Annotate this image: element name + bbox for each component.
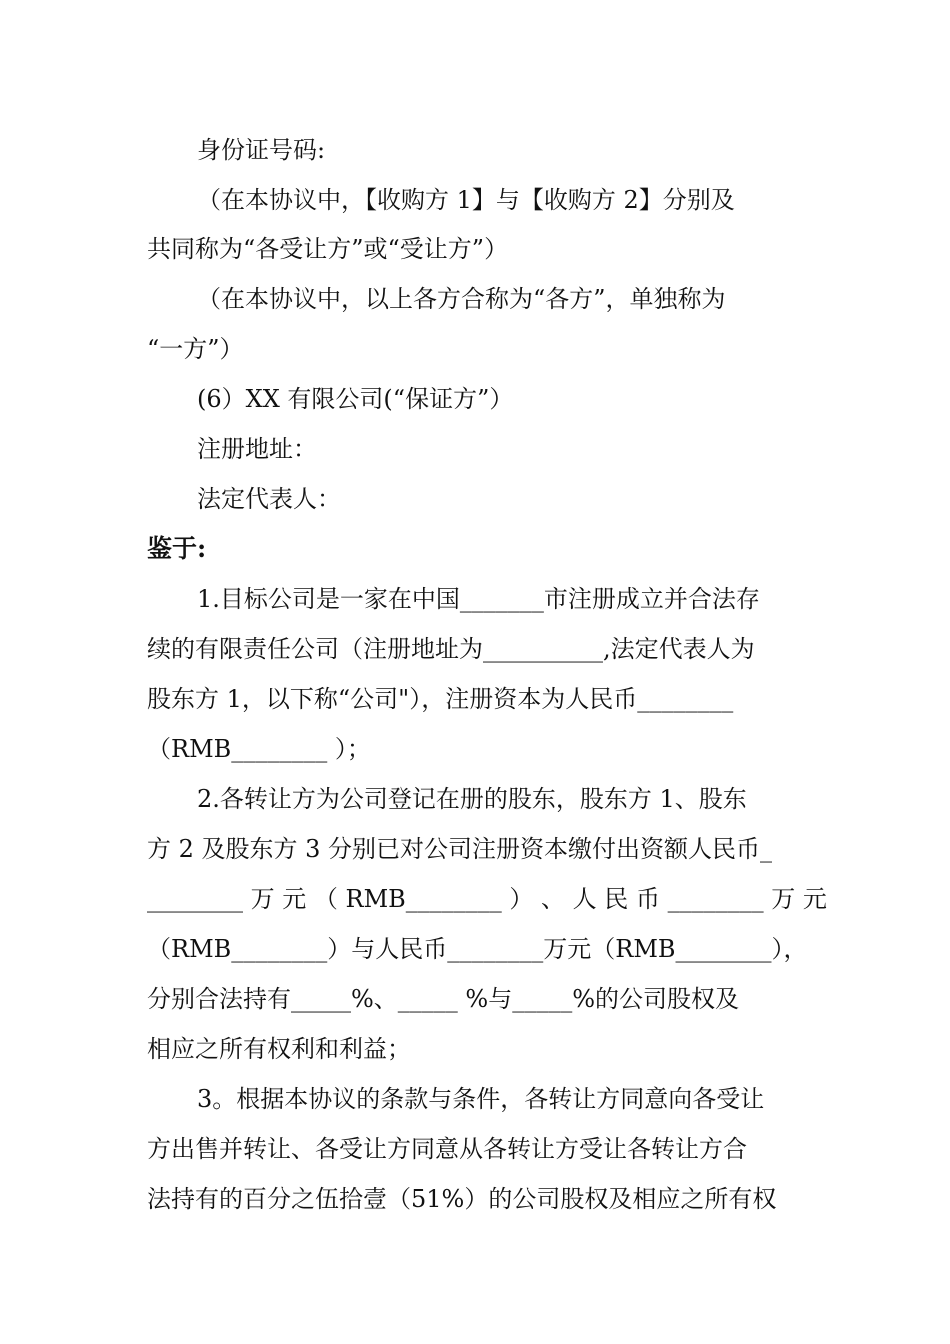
whereas-heading: 鉴于: [147, 534, 207, 563]
clause-line: 方 2 及股东方 3 分别已对公司注册资本缴付出资额人民币_ [147, 835, 773, 863]
paragraph-line: “一方”） [147, 335, 244, 363]
clause-line: 方出售并转让、各受让方同意从各转让方受让各转让方合 [147, 1135, 747, 1163]
id-number-label: 身份证号码: [197, 136, 326, 164]
clause-line: 股东方 1，以下称“公司"），注册资本为人民币________ [147, 685, 734, 713]
clause-line: 3。根据本协议的条款与条件，各转让方同意向各受让 [197, 1085, 765, 1113]
clause-line: ________ 万 元 （ RMB________ ） 、 人 民 币 ________ 万 元 [147, 885, 827, 913]
clause-line: （RMB________ ）； [147, 735, 371, 763]
clause-line: 续的有限责任公司（注册地址为__________,法定代表人为 [147, 635, 755, 663]
registered-address-label: 注册地址： [197, 435, 317, 463]
clause-line: 1.目标公司是一家在中国_______市注册成立并合法存 [197, 585, 760, 613]
clause-line: 相应之所有权利和利益； [147, 1035, 411, 1063]
paragraph-line: （在本协议中，以上各方合称为“各方”，单独称为 [197, 285, 726, 313]
guarantor-line: (6）XX 有限公司(“保证方”） [197, 385, 514, 413]
clause-line: 分别合法持有_____%、_____ %与_____%的公司股权及 [147, 985, 740, 1013]
clause-line: 2.各转让方为公司登记在册的股东，股东方 1、股东 [197, 785, 747, 813]
paragraph-line: 共同称为“各受让方”或“受让方”） [147, 235, 509, 263]
clause-line: （RMB________）与人民币________万元（RMB________）， [147, 935, 808, 963]
legal-representative-label: 法定代表人： [197, 485, 341, 513]
clause-line: 法持有的百分之伍拾壹（51%）的公司股权及相应之所有权 [147, 1185, 777, 1213]
paragraph-line: （在本协议中，【收购方 1】与【收购方 2】分别及 [197, 186, 735, 214]
